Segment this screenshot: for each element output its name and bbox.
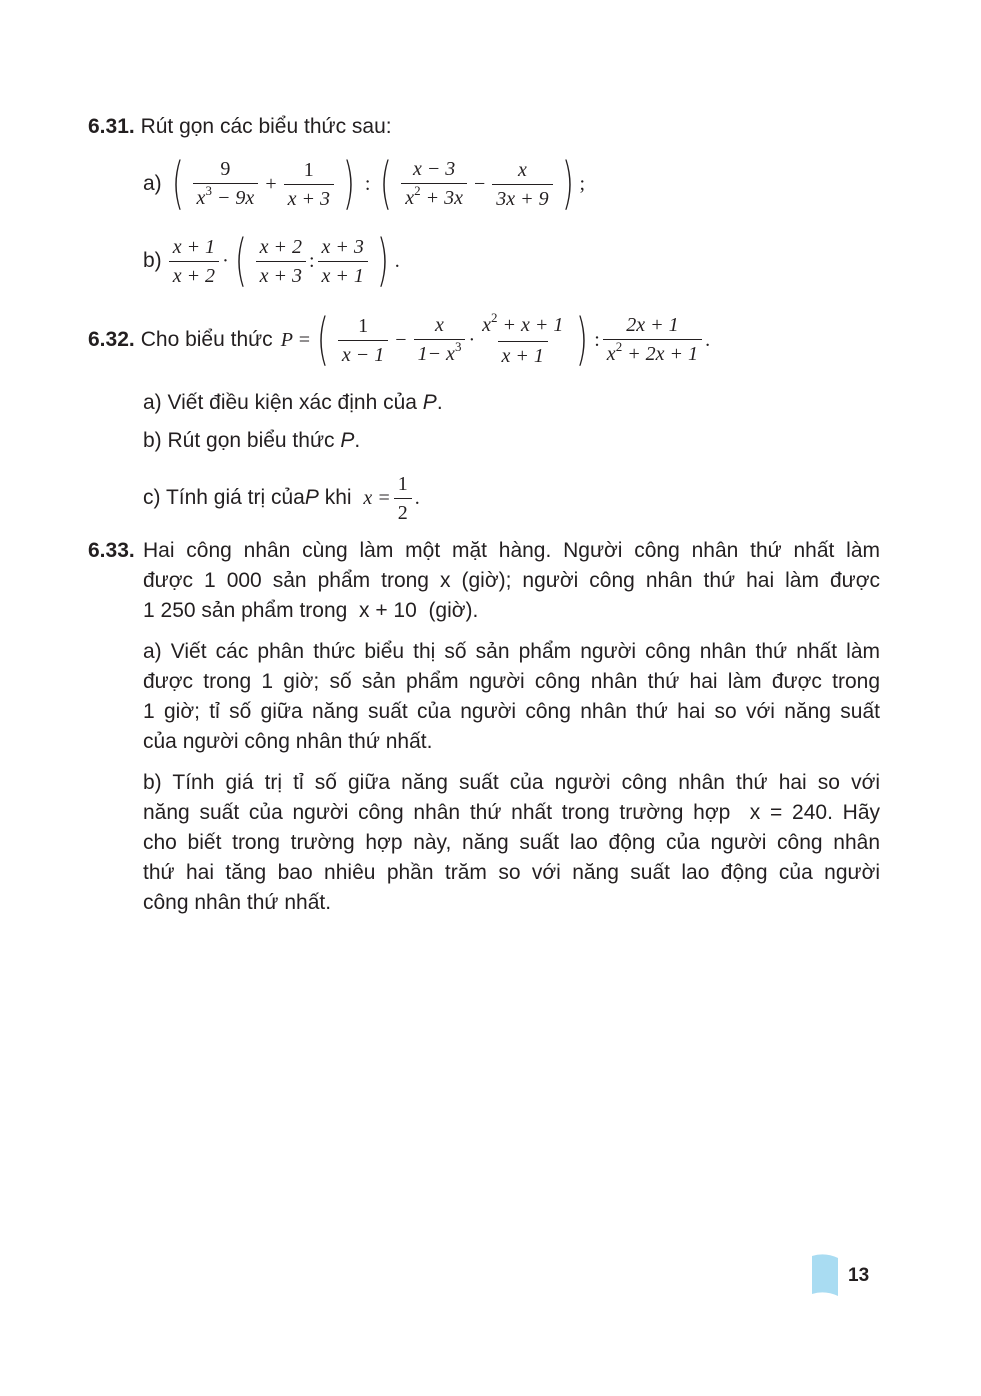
fraction: $\frac{9}{x^3 - 9x}$ [193,157,259,212]
problem-number: 6.32. [88,328,135,351]
fraction: $\frac{1}{2}$ [394,472,412,525]
expression-6-31-b: $\frac{x + 1}{x + 2}$ · ( $\frac{x + 2}{x + 3}$ : $\frac{x + 3}{x + 1}$ ) . [166,233,400,289]
problem-6-32-heading [88,308,710,372]
text-line: b) Tính giá trị tỉ số giữa năng suất của người công nhân thứ hai so với [143,771,880,794]
problem-6-32-a: a) Viết điều kiện xác định của P. [143,391,443,414]
fraction: $\frac{x + 2}{x + 3}$ [256,235,306,288]
expression-x-value: x = $\frac{1}{2}$ . [363,472,420,524]
left-paren: ( [380,151,393,216]
fraction: $\frac{x}{3x + 9}$ [492,158,552,211]
fraction: $\frac{x + 3}{x + 1}$ [318,235,368,288]
fraction: $\frac{1}{x - 1}$ [338,314,388,367]
text-line: a) Viết các phân thức biểu thị số sản phẩm người công nhân thứ nhất làm [143,640,880,663]
text-line: năng suất của người công nhân thứ nhất trong trường hợp x = 240. Hãy [143,801,880,824]
fraction: $\frac{1}{x + 3}$ [284,158,334,211]
fraction: $\frac{x - 3}{x^2 + 3x}$ [401,157,467,212]
problem-6-31-heading [88,112,392,142]
problem-intro: Cho biểu thức [140,328,273,351]
page-number: 13 [848,1265,870,1286]
right-paren: ) [576,307,589,372]
expression-6-31-a: ( $\frac{9}{x^3 - 9x}$ + $\frac{1}{x + 3}$ ) : ( $\frac{x - 3}{x^2 + 3x}$ − $\frac{x}{3x + 9}$ ) ; [171,151,586,216]
problem-6-32-c: c) Tính giá trị của P khi x = $\frac{1}{2}$ . [143,472,420,524]
problem-6-33-b [143,768,880,918]
text-line: được trong 1 giờ; số sản phẩm người công nhân thứ hai làm được trong [143,670,880,693]
label-a: a) [143,172,162,195]
left-paren: ( [234,228,247,293]
fraction: $\frac{x^2 + x + 1}{x + 1}$ [482,309,564,367]
fraction: $\frac{2x + 1}{x^2 + 2x + 1}$ [603,313,702,368]
expression-P: P = ( $\frac{1}{x - 1}$ − $\frac{x}{1- x^3}$ · $\frac{x^2 + x + 1}{x + 1}$ ) : $\frac{2x + 1}{x^2 + 2x + 1}$ . [280,307,711,372]
problem-number: 6.31. [88,115,135,138]
text-line: thứ hai tăng bao nhiêu phần trăm so với năng suất lao động của người [143,861,880,884]
problem-6-33-body [143,536,880,626]
right-paren: ) [561,151,574,216]
fraction: $\frac{x + 1}{x + 2}$ [169,235,219,288]
text-line: của người công nhân thứ nhất. [143,730,433,753]
problem-6-31-b [143,229,400,293]
problem-6-32-b: b) Rút gọn biểu thức P. [143,429,361,452]
text-line: 1 giờ; tỉ số giữa năng suất của người công nhân thứ hai so với năng suất [143,700,880,723]
text-line: được 1 000 sản phẩm trong x (giờ); người công nhân thứ hai làm được [143,569,880,592]
problem-number: 6.33. [88,539,135,562]
problem-6-33-a [143,637,880,757]
right-paren: ) [342,151,355,216]
right-paren: ) [376,228,389,293]
page-tab-icon [812,1254,838,1296]
text-line: Hai công nhân cùng làm một mặt hàng. Người công nhân thứ nhất làm [143,539,880,562]
problem-title: Rút gọn các biểu thức sau: [140,115,392,138]
text-line: công nhân thứ nhất. [143,891,332,914]
text-line: cho biết trong trường hợp này, năng suất lao động của người công nhân [143,831,880,854]
left-paren: ( [316,307,329,372]
label-b: b) [143,249,162,272]
fraction: $\frac{x}{1- x^3}$ [414,313,466,368]
problem-6-31-a [143,152,585,216]
text-line: 1 250 sản phẩm trong x + 10 (giờ). [143,599,479,622]
left-paren: ( [171,151,184,216]
